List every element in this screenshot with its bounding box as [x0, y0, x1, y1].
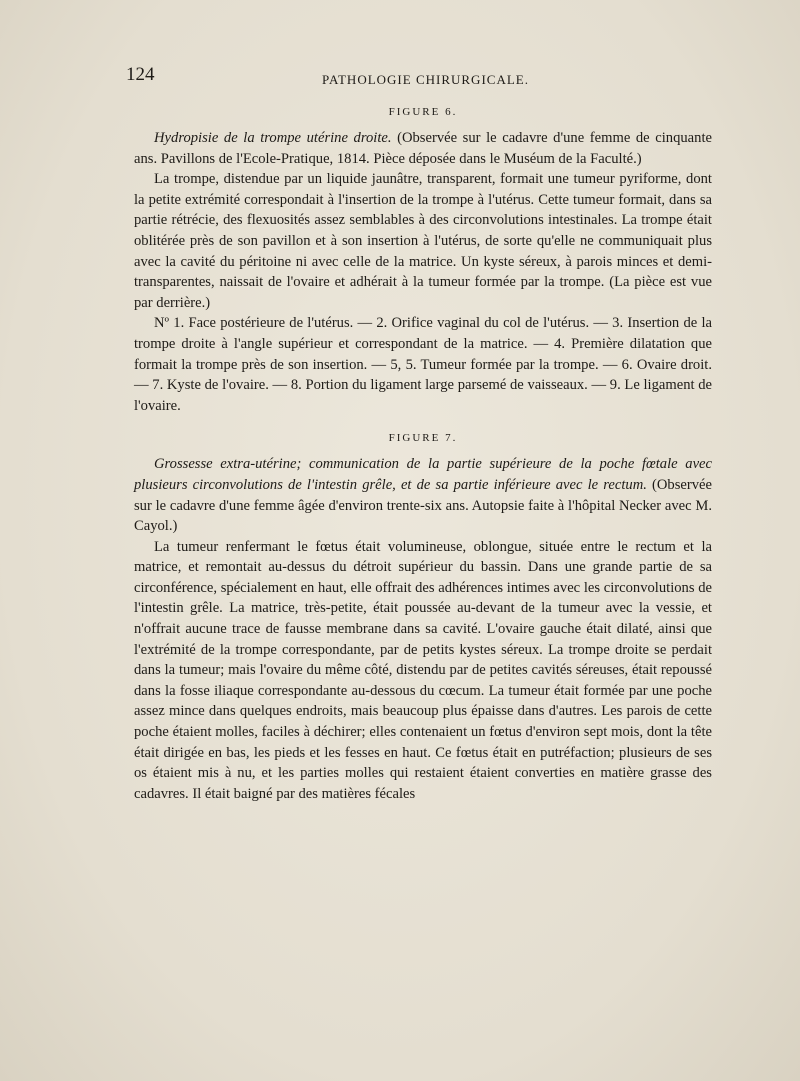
figure-6-label: FIGURE 6.: [388, 106, 458, 118]
figure-7-label: FIGURE 7.: [388, 432, 458, 445]
figure-7-description: La tumeur renfermant le fœtus était volumineuse, oblongue, située entre le rectum et la matrice, et remontait au-dessus du détroit supérieur du bassin. Dans une grande partie de sa circonférence, spécialement en haut, elle offrait des adhérences intimes avec les circonvolutions de l'intestin grêle. La matrice, très-petite, était poussée au-devant de la tumeur avec la vessie, et n'offrait aucune trace de fausse membrane dans sa cavité. L'ovaire gauche était dilaté, ainsi que l'extrémité de la trompe correspondante, par de petits kystes séreux. La trompe droite se perdait dans la tumeur; mais l'ovaire du même côté, distendu par de petites cavités séreuses, était repoussé dans la fosse iliaque correspondante au-dessous du cœcum. La tumeur était formée par une poche assez mince dans quelques endroits, mais beaucoup plus épaisse dans d'autres. Les parois de cette poche étaient molles, faciles à déchirer; elles contenaient un fœtus d'environ sept mois, dont la tête était dirigée en bas, les pieds et les fesses en haut. Ce fœtus était en putréfaction; plusieurs de ses os étaient mis à nu, et les parties molles qui restaient étaient converties en matière grasse des cadavres. Il était baigné par des matières fécales: [134, 538, 712, 802]
figure-6-title: Hydropisie de la trompe utérine droite.: [154, 130, 392, 146]
figure-6-description: La trompe, distendue par un liquide jaunâtre, transparent, formait une tumeur pyriforme, dont la petite extrémité correspondait à l'insertion de la trompe à l'utérus. Cette tumeur formait, dans sa partie rétrécie, des flexuosités assez semblables à des circonvolutions intestinales. La trompe était oblitérée près de son pavillon et à son insertion à l'utérus, de sorte qu'elle ne communiquait plus avec la cavité du péritoine ni avec celle de la matrice. Un kyste séreux, à parois minces et demi-transparentes, naissait de l'ovaire et adhérait à la tumeur formée par la trompe. (La pièce est vue par derrière.): [134, 171, 712, 311]
figure-6-caption: [134, 128, 712, 169]
page-header: [122, 64, 800, 94]
page-number: 124: [126, 64, 155, 85]
figure-6-title-note: (Observée sur le cadavre d'une femme de cinquante ans. Pavillons de l'Ecole-Pratique, 1814. Pièce déposée dans le Muséum de la Faculté.): [134, 130, 712, 167]
running-title: PATHOLOGIE CHIRURGICALE.: [322, 72, 529, 87]
page-content: [134, 104, 712, 804]
figure-7-title: Grossesse extra-utérine; communication de la partie supérieure de la poche fœtale avec plusieurs circonvolutions de l'intestin grêle, et de sa partie inférieure avec le rectum.: [134, 456, 712, 493]
figure-7-caption: [134, 454, 712, 536]
figure-6-legend: Nº 1. Face postérieure de l'utérus. — 2. Orifice vaginal du col de l'utérus. — 3. Insertion de la trompe droite à l'angle supérieur et correspondant de la matrice. — 4. Première dilatation que formait la trompe près de son insertion. — 5, 5. Tumeur formée par la trompe. — 6. Ovaire droit. — 7. Kyste de l'ovaire. — 8. Portion du ligament large parsemé de vaisseaux. — 9. Le ligament de l'ovaire.: [134, 315, 712, 414]
figure-7-title-note: (Observée sur le cadavre d'une femme âgée d'environ trente-six ans. Autopsie faite à l'hôpital Necker avec M. Cayol.): [134, 476, 712, 535]
